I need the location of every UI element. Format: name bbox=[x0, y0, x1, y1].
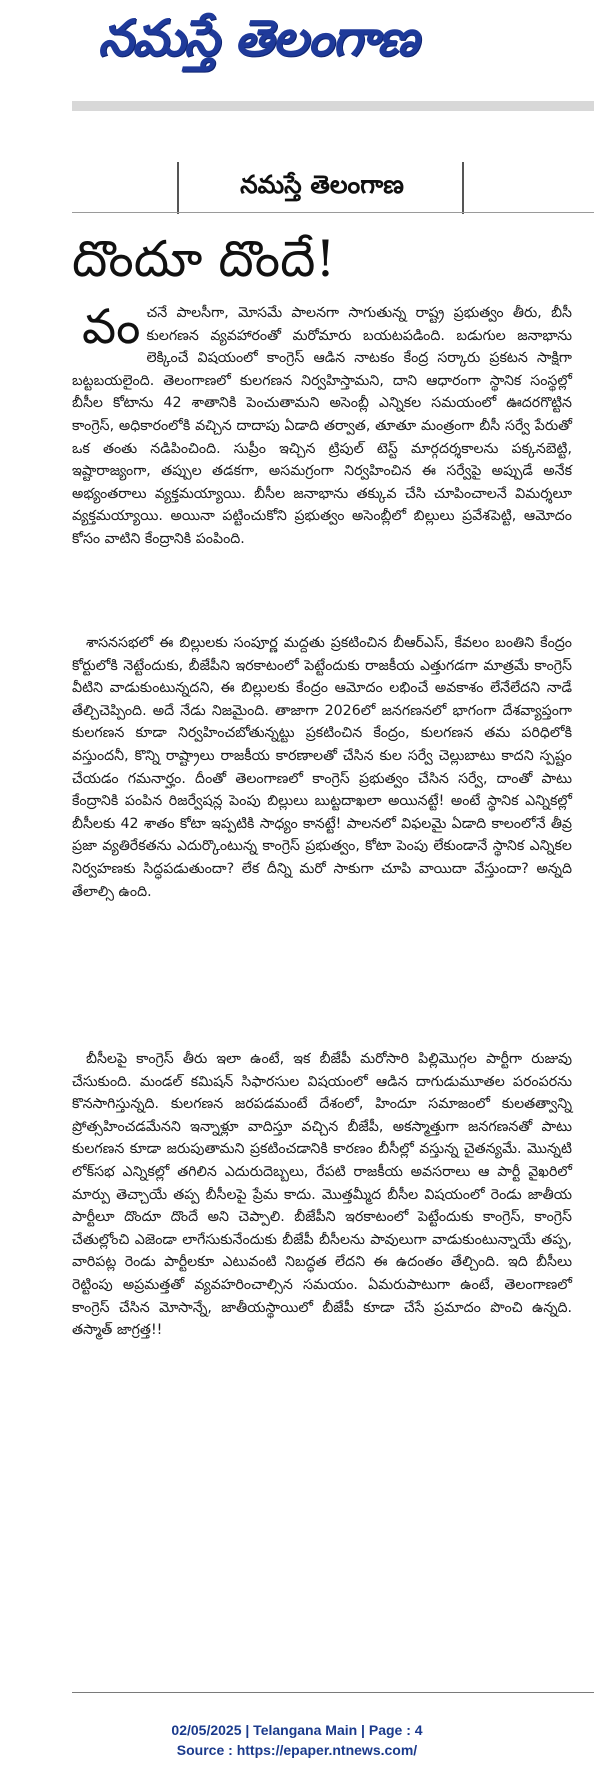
editorial-article bbox=[72, 132, 594, 1692]
paragraph-2-text: శాసనసభలో ఈ బిల్లులకు సంపూర్ణ మద్దతు ప్రకటించిన బీఆర్ఎస్, కేవలం బంతిని కేంద్రం కోర్టులోకి నెట్టేందుకు, బీజేపీని ఇరకాటంలో పెట్టేందుకు రాజకీయ ఎత్తుగడగా మాత్రమే కాంగ్రెస్ వీటిని వాడుకుంటున్నదని, ఈ బిల్లులకు కేంద్రం ఆమోదం లభించే అవకాశం లేనేలేదని నాడే తేల్చిచెప్పింది. అదే నేడు నిజమైంది. తాజాగా 2026లో జనగణనలో భాగంగా దేశవ్యాప్తంగా కులగణన కూడా నిర్వహించబోతున్నట్టు ప్రకటించిన కేంద్రం, కులగణన తమ పరిధిలోకి వస్తుందనీ, కొన్ని రాష్ట్రాలు రాజకీయ కారణాలతో చేసిన కుల సర్వే చెల్లుబాటు కాదని స్పష్టం చేయడం గమనార్హం. దీంతో తెలంగాణలో కాంగ్రెస్ ప్రభుత్వం చేసిన సర్వే, దాంతో పాటు కేంద్రానికి పంపిన రిజర్వేషన్ల పెంపు బిల్లులు బుట్టదాఖలా అయినట్టే! అంటే స్థానిక ఎన్నికల్లో బీసీలకు 42 శాతం కోటా ఇప్పటికి సాధ్యం కానట్టే! పాలనలో విఫలమై ఏడాది కాలంలోనే తీవ్ర ప్రజా వ్యతిరేకతను ఎదుర్కొంటున్న కాంగ్రెస్ ప్రభుత్వం, కోటా పెంపు లేకుండానే స్థానిక ఎన్నికల నిర్వహణకు సిద్ధపడుతుందా? లేక దీన్ని మరో సాకుగా చూపి వాయిదా వేస్తుందా? అన్నది తేలాల్సి ఉంది. bbox=[72, 635, 572, 900]
footer-divider bbox=[72, 1692, 594, 1693]
editorial-header-title: నమస్తే తెలంగాణ bbox=[240, 170, 404, 199]
article-headline: దొందూ దొందే! bbox=[72, 230, 336, 288]
article-paragraph-1 bbox=[72, 299, 572, 551]
footer-edition-info: 02/05/2025 | Telangana Main | Page : 4 bbox=[171, 1722, 423, 1738]
masthead-logo: నమస్తే తెలంగాణ bbox=[98, 9, 418, 67]
page-footer bbox=[0, 1720, 594, 1760]
header-underline bbox=[72, 212, 594, 213]
article-paragraph-3 bbox=[72, 1048, 572, 1342]
drop-cap: వం bbox=[82, 299, 141, 355]
header-bracket-right bbox=[462, 162, 464, 214]
masthead bbox=[0, 0, 594, 100]
paragraph-3-text: బీసీలపై కాంగ్రెస్ తీరు ఇలా ఉంటే, ఇక బీజేపీ మరోసారి పిల్లిమొగ్గల పార్టీగా రుజువు చేసుకుంది. మండల్ కమిషన్ సిఫారసుల విషయంలో ఆడిన దాగుడుమూతల పరంపరను కొనసాగిస్తున్నది. కులగణన జరపడమంటే దేశంలో, హిందూ సమాజంలో కులతత్వాన్ని ప్రోత్సహించడమేనని ఇన్నాళ్లూ వాదిస్తూ వచ్చిన బీజేపీ, అకస్మాత్తుగా జనగణనతో పాటు కులగణన కూడా జరుపుతామని ప్రకటించడానికి కారణం బీసీల్లో వస్తున్న చైతన్యమే. మొన్నటి లోక్‌సభ ఎన్నికల్లో తగిలిన ఎదురుదెబ్బలు, రేపటి రాజకీయ అవసరాలు ఆ పార్టీ వైఖరిలో మార్పు తెచ్చాయే తప్ప బీసీలపై ప్రేమ కాదు. మొత్తమ్మీద బీసీల విషయంలో రెండు జాతీయ పార్టీలూ దొందూ దొందే అని చెప్పాలి. బీజేపీని ఇరకాటంలో పెట్టేందుకు కాంగ్రెస్, కాంగ్రెస్ చేతుల్లోంచి ఎజెండా లాగేసుకునేందుకు బీజేపీ బీసీలను పావులుగా వాడుకుంటున్నాయే తప్ప, వారిపట్ల రెండు పార్టీలకూ ఎటువంటి నిబద్ధత లేదని ఈ ఉదంతం తేల్చింది. ఇది బీసీలు రెట్టింపు అప్రమత్తతో వ్యవహరించాల్సిన సమయం. ఏమరుపాటుగా ఉంటే, తెలంగాణలో కాంగ్రెస్ చేసిన మోసాన్నే, జాతీయస్థాయిలో బీజేపీ కూడా చేసే ప్రమాదం పొంచి ఉన్నది. తస్మాత్ జాగ్రత్త!! bbox=[72, 1051, 572, 1339]
footer-source-link[interactable]: Source : https://epaper.ntnews.com/ bbox=[176, 1742, 418, 1758]
editorial-header bbox=[72, 162, 594, 218]
masthead-divider bbox=[72, 101, 594, 111]
article-paragraph-2 bbox=[72, 632, 572, 903]
header-bracket-left bbox=[177, 162, 179, 214]
paragraph-1-text: చనే పాలసీగా, మోసమే పాలనగా సాగుతున్న రాష్ట్ర ప్రభుత్వం తీరు, బీసీ కులగణన వ్యవహారంతో మరోమారు బయటపడింది. బడుగుల జనాభాను లెక్కించే విషయంలో కాంగ్రెస్ ఆడిన నాటకం కేంద్ర సర్కారు ప్రకటన సాక్షిగా బట్టబయలైంది. తెలంగాణలో కులగణన నిర్వహిస్తామని, దాని ఆధారంగా స్థానిక సంస్థల్లో బీసీల కోటాను 42 శాతానికి పెంచుతామని అసెంబ్లీ ఎన్నికల సమయంలో ఊదరగొట్టిన కాంగ్రెస్, అధికారంలోకి వచ్చిన దాదాపు ఏడాది తర్వాత, తూతూ మంత్రంగా బీసీ సర్వే పేరుతో ఒక తంతు నడిపించింది. సుప్రీం ఇచ్చిన ట్రిపుల్ టెస్ట్ మార్గదర్శకాలను పక్కనబెట్టి, ఇష్టారాజ్యంగా, తప్పుల తడకగా, అసమగ్రంగా నిర్వహించిన ఈ సర్వేపై అప్పుడే అనేక అభ్యంతరాలు వ్యక్తమయ్యాయి. బీసీల జనాభాను తక్కువ చేసి చూపించాలనే విమర్శలూ వ్యక్తమయ్యాయి. అయినా పట్టించుకోని ప్రభుత్వం అసెంబ్లీలో బిల్లులు ప్రవేశపెట్టి, ఆమోదం కోసం వాటిని కేంద్రానికి పంపింది. bbox=[72, 305, 572, 547]
